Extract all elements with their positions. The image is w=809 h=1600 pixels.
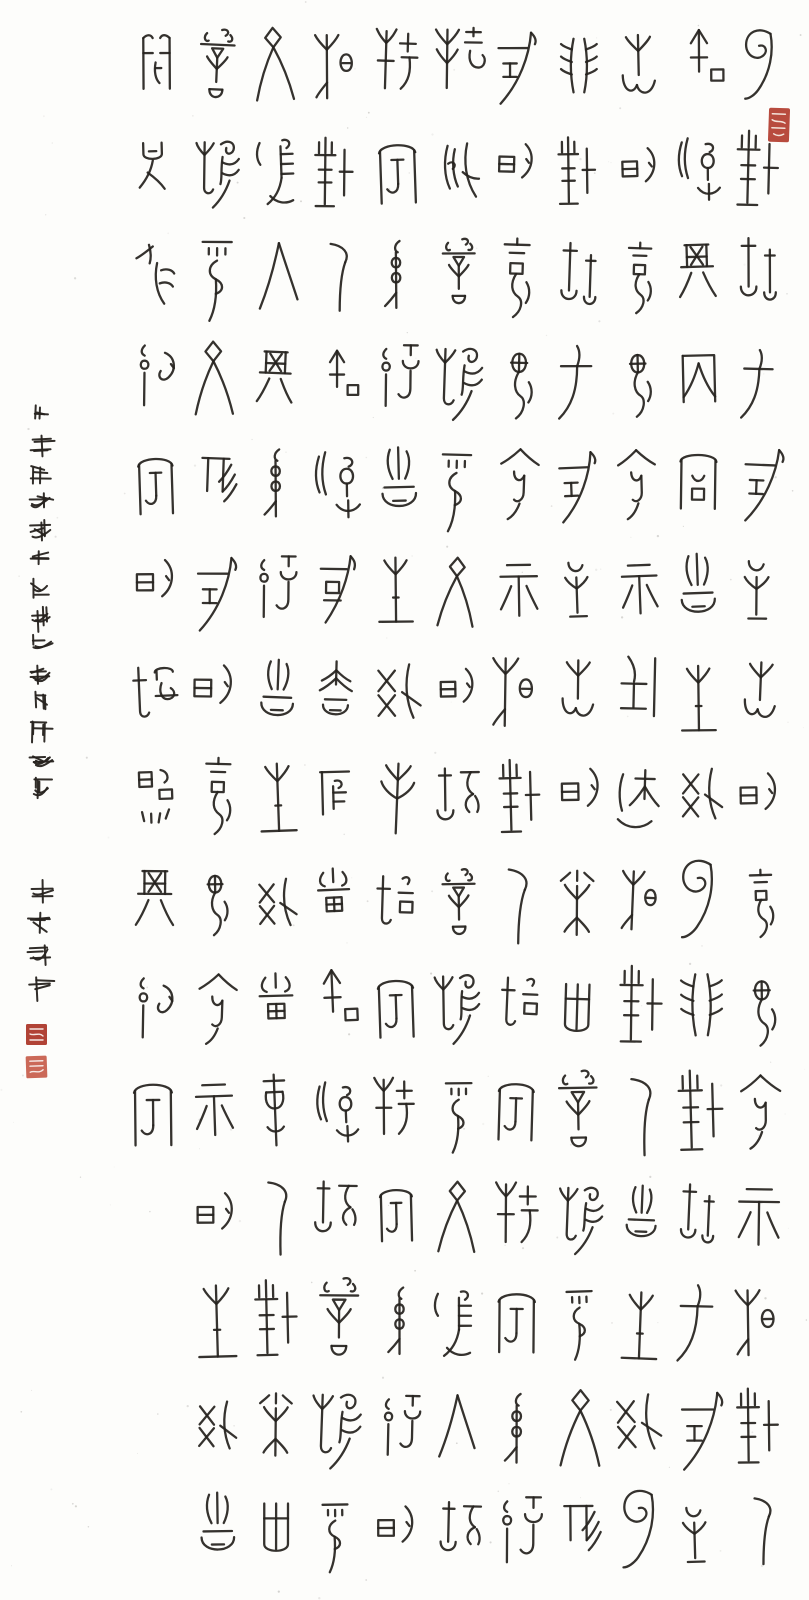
glyph-cell <box>499 449 539 521</box>
glyph-cell <box>683 355 716 402</box>
glyph-cell <box>618 450 656 520</box>
glyph-cell <box>259 973 293 1019</box>
glyph-cell <box>323 1504 349 1572</box>
glyph-cell <box>315 138 353 207</box>
grid-column-10 <box>194 29 239 1550</box>
glyph-cell <box>744 561 768 619</box>
grid-column-8 <box>311 35 361 1572</box>
glyph-cell <box>559 1070 598 1146</box>
handwritten-char <box>27 945 50 966</box>
glyph-cell <box>562 769 598 806</box>
glyph-cell <box>682 1393 722 1470</box>
glyph-cell <box>440 1502 481 1551</box>
glyph-cell <box>498 1084 534 1141</box>
glyph-cell <box>679 244 716 297</box>
glyph-cell <box>437 1395 475 1457</box>
glyph-cell <box>444 143 479 198</box>
glyph-cell <box>622 1292 659 1359</box>
glyph-cell <box>199 29 235 98</box>
handwritten-char <box>30 520 51 541</box>
glyph-cell <box>136 871 174 925</box>
grid-column-4 <box>558 39 603 1551</box>
glyph-cell <box>381 447 416 506</box>
glyph-cell <box>260 1393 292 1455</box>
glyph-cell <box>505 1394 521 1463</box>
glyph-cell <box>678 1070 723 1150</box>
glyph-cell <box>561 243 597 304</box>
glyph-cell <box>754 1498 770 1564</box>
glyph-cell <box>316 452 360 518</box>
handwritten-char <box>32 607 51 633</box>
grid-column-11 <box>133 35 178 1145</box>
glyph-cell <box>264 1504 288 1551</box>
glyph-cell <box>138 458 174 514</box>
grid-column-5 <box>492 33 542 1563</box>
glyph-cell <box>559 452 598 522</box>
glyph-cell <box>198 974 238 1045</box>
glyph-cell <box>438 1181 475 1252</box>
glyph-cell <box>323 969 357 1021</box>
glyph-cell <box>565 984 590 1031</box>
glyph-cell <box>683 1507 707 1562</box>
glyph-cell <box>440 669 472 702</box>
glyph-cell <box>620 966 662 1042</box>
glyph-cell <box>384 1395 420 1455</box>
glyph-cell <box>320 556 355 623</box>
glyph-cell <box>740 773 775 809</box>
glyph-cell <box>257 242 298 308</box>
glyph-cell <box>567 1291 594 1360</box>
handwritten-char <box>31 880 53 903</box>
glyph-cell <box>754 981 776 1046</box>
glyph-cell <box>137 560 172 596</box>
glyph-cell <box>739 1189 779 1245</box>
glyph-cell <box>442 869 475 934</box>
main-text-grid <box>133 27 784 1572</box>
glyph-cell <box>510 354 533 419</box>
glyph-cell <box>501 977 538 1025</box>
handwritten-char <box>35 691 47 709</box>
glyph-cell <box>315 35 352 98</box>
glyph-cell <box>621 657 655 717</box>
glyph-cell <box>435 1291 471 1356</box>
glyph-cell <box>561 1390 600 1466</box>
handwritten-char <box>34 778 52 799</box>
glyph-cell <box>143 35 170 89</box>
handwritten-char <box>33 634 53 648</box>
glyph-cell <box>750 869 774 937</box>
glyph-cell <box>388 1288 403 1354</box>
glyph-cell <box>380 1190 413 1242</box>
glyph-cell <box>437 768 479 819</box>
glyph-cell <box>559 346 591 419</box>
signature-text <box>27 880 55 1002</box>
glyph-cell <box>195 341 233 414</box>
glyph-cell <box>194 665 231 703</box>
handwritten-char <box>30 493 54 507</box>
glyph-cell <box>617 1394 662 1450</box>
glyph-cell <box>259 763 296 831</box>
glyph-cell <box>565 562 589 617</box>
glyph-cell <box>622 35 655 93</box>
glyph-cell <box>443 239 475 303</box>
glyph-cell <box>261 659 295 716</box>
leading-seal <box>768 108 790 143</box>
glyph-cell <box>745 30 772 99</box>
glyph-cell <box>441 454 471 531</box>
glyph-cell <box>499 144 532 178</box>
glyph-cell <box>622 565 658 614</box>
handwritten-char <box>29 976 55 1001</box>
glyph-cell <box>201 1492 234 1549</box>
glyph-cell <box>503 238 531 317</box>
glyph-cell <box>319 661 352 715</box>
glyph-cell <box>317 868 350 912</box>
glyph-cell <box>264 449 280 516</box>
artist-seal-1 <box>26 1024 47 1045</box>
glyph-cell <box>374 1078 414 1134</box>
glyph-cell <box>492 658 532 726</box>
glyph-cell <box>320 772 350 815</box>
glyph-cell <box>677 1285 712 1361</box>
glyph-cell <box>378 1506 412 1541</box>
handwritten-char <box>31 579 49 598</box>
glyph-cell <box>320 1278 358 1355</box>
glyph-cell <box>627 242 652 313</box>
glyph-cell <box>140 345 174 405</box>
glyph-cell <box>435 975 480 1044</box>
handwritten-char <box>28 912 50 933</box>
glyph-cell <box>744 662 776 717</box>
glyph-cell <box>560 871 593 935</box>
glyph-cell <box>498 1294 535 1352</box>
glyph-cell <box>375 29 418 89</box>
glyph-cell <box>259 879 297 926</box>
glyph-cell <box>199 1401 237 1449</box>
glyph-cell <box>382 345 419 406</box>
glyph-cell <box>376 876 413 924</box>
grid-column-6 <box>434 27 485 1550</box>
glyph-cell <box>384 241 400 308</box>
handwritten-char <box>35 405 49 419</box>
glyph-cell <box>500 565 537 616</box>
glyph-cell <box>496 1182 538 1242</box>
glyph-cell <box>257 140 295 205</box>
glyph-cell <box>741 350 773 419</box>
grid-column-2 <box>677 30 723 1562</box>
grid-column-1 <box>736 30 784 1564</box>
glyph-cell <box>626 1185 657 1237</box>
glyph-cell <box>743 449 783 522</box>
glyph-cell <box>499 759 540 832</box>
glyph-cell <box>208 876 228 936</box>
glyph-cell <box>139 978 173 1038</box>
glyph-cell <box>681 666 715 731</box>
glyph-cell <box>378 664 420 718</box>
glyph-cell <box>330 351 358 395</box>
glyph-cell <box>378 980 415 1037</box>
glyph-cell <box>133 666 178 717</box>
glyph-cell <box>197 1285 236 1357</box>
glyph-cell <box>205 758 232 835</box>
glyph-cell <box>379 763 415 834</box>
glyph-cell <box>503 1497 542 1562</box>
artist-seal-2 <box>26 1056 48 1079</box>
glyph-cell <box>630 355 651 417</box>
glyph-cell <box>680 553 715 612</box>
glyph-cell <box>196 141 239 208</box>
handwritten-char <box>30 756 54 767</box>
glyph-cell <box>196 1084 234 1135</box>
glyph-cell <box>254 27 294 100</box>
glyph-cell <box>379 557 413 621</box>
glyph-cell <box>437 557 475 627</box>
glyph-cell <box>263 1074 286 1145</box>
handwritten-char <box>30 435 55 457</box>
glyph-cell <box>198 1193 232 1228</box>
glyph-cell <box>621 871 657 930</box>
glyph-cell <box>134 1085 172 1146</box>
glyph-cell <box>435 27 485 88</box>
glyph-cell <box>558 137 595 204</box>
glyph-cell <box>624 1491 654 1568</box>
grid-column-9 <box>254 27 298 1551</box>
glyph-cell <box>315 1181 357 1231</box>
glyph-cell <box>255 1280 297 1356</box>
glyph-cell <box>508 869 526 943</box>
glyph-cell <box>434 348 482 421</box>
glyph-cell <box>260 556 297 617</box>
glyph-cell <box>564 1506 601 1551</box>
glyph-cell <box>268 1182 288 1255</box>
glyph-cell <box>680 455 717 509</box>
glyph-cell <box>558 1187 603 1255</box>
glyph-cell <box>681 974 722 1035</box>
glyph-cell <box>691 30 724 81</box>
glyph-cell <box>741 238 776 300</box>
glyph-cell <box>201 458 237 502</box>
glyph-cell <box>498 33 535 104</box>
glyph-cell <box>618 769 660 827</box>
glyph-cell <box>561 39 597 93</box>
glyph-cell <box>446 1083 472 1153</box>
glyph-cell <box>202 242 232 321</box>
glyph-cell <box>139 770 173 823</box>
grid-column-3 <box>617 35 662 1568</box>
handwritten-char <box>30 665 50 684</box>
glyph-cell <box>737 1388 778 1462</box>
colophon-text <box>30 405 56 798</box>
glyph-cell <box>136 244 175 305</box>
handwritten-char <box>30 721 52 742</box>
handwritten-char <box>31 551 49 564</box>
glyph-cell <box>683 769 722 819</box>
glyph-cell <box>198 558 236 631</box>
glyph-cell <box>139 143 165 190</box>
glyph-cell <box>331 244 347 311</box>
glyph-cell <box>562 660 593 715</box>
glyph-cell <box>631 1078 652 1155</box>
glyph-cell <box>379 145 417 204</box>
handwritten-char <box>31 466 51 484</box>
glyph-cell <box>311 1394 361 1470</box>
glyph-cell <box>317 1081 359 1143</box>
glyph-cell <box>257 351 294 402</box>
glyph-cell <box>741 1075 781 1148</box>
grid-column-7 <box>374 29 420 1542</box>
glyph-cell <box>682 860 712 937</box>
glyph-cell <box>679 138 720 200</box>
glyph-cell <box>680 1184 715 1243</box>
glyph-cell <box>622 148 655 182</box>
glyph-cell <box>736 1290 774 1355</box>
